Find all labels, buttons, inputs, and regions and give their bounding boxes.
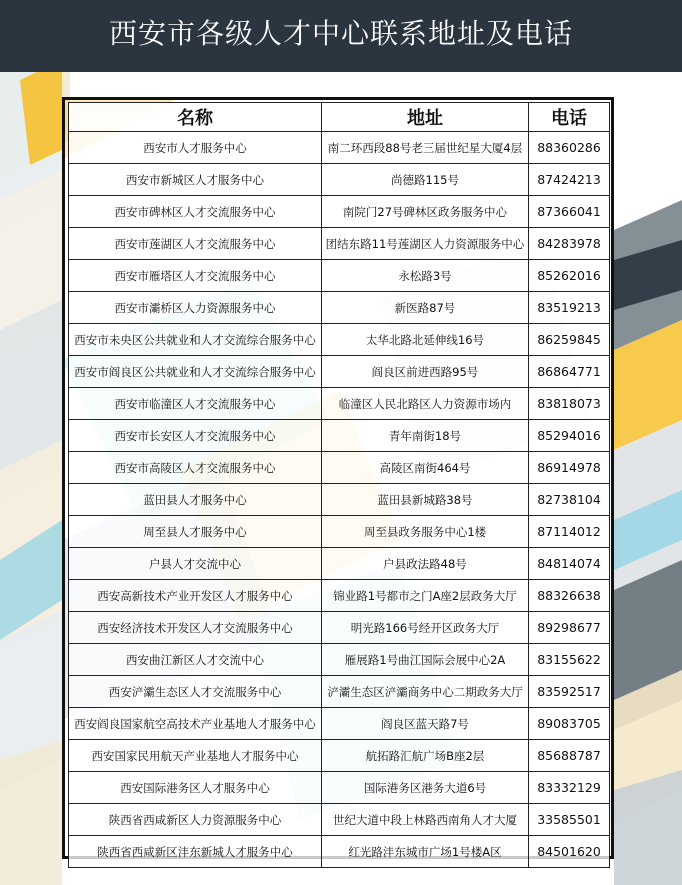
- center-phone: 87114012: [529, 516, 610, 548]
- center-name: 西安曲江新区人才交流中心: [69, 644, 322, 676]
- center-phone: 85688787: [529, 740, 610, 772]
- table-row: [69, 772, 610, 804]
- center-address: 锦业路1号都市之门A座2层政务大厅: [322, 580, 529, 612]
- table-row: [69, 708, 610, 740]
- table-row: [69, 356, 610, 388]
- center-name: 西安市碑林区人才交流服务中心: [69, 196, 322, 228]
- table-row: [69, 836, 610, 868]
- center-name: 西安浐灞生态区人才交流服务中心: [69, 676, 322, 708]
- column-header-address: 地址: [322, 103, 529, 132]
- table-body: [69, 132, 610, 868]
- page-title: 西安市各级人才中心联系地址及电话: [108, 17, 573, 50]
- center-name: 西安市雁塔区人才交流服务中心: [69, 260, 322, 292]
- table-row: [69, 580, 610, 612]
- center-address: 周至县政务服务中心1楼: [322, 516, 529, 548]
- center-name: 西安国际港务区人才服务中心: [69, 772, 322, 804]
- column-header-phone: 电话: [529, 103, 610, 132]
- center-phone: 33585501: [529, 804, 610, 836]
- center-phone: 86259845: [529, 324, 610, 356]
- center-address: 明光路166号经开区政务大厅: [322, 612, 529, 644]
- center-name: 周至县人才服务中心: [69, 516, 322, 548]
- center-address: 国际港务区港务大道6号: [322, 772, 529, 804]
- center-address: 红光路沣东城市广场1号楼A区: [322, 836, 529, 868]
- center-address: 新医路87号: [322, 292, 529, 324]
- center-name: 西安市莲湖区人才交流服务中心: [69, 228, 322, 260]
- table-row: [69, 516, 610, 548]
- center-address: 太华北路北延伸线16号: [322, 324, 529, 356]
- center-phone: 82738104: [529, 484, 610, 516]
- center-name: 西安市阎良区公共就业和人才交流综合服务中心: [69, 356, 322, 388]
- center-address: 雁展路1号曲江国际会展中心2A: [322, 644, 529, 676]
- table-row: [69, 292, 610, 324]
- table-row: [69, 740, 610, 772]
- table-row: [69, 676, 610, 708]
- center-address: 青年南街18号: [322, 420, 529, 452]
- table-row: [69, 132, 610, 164]
- table-row: [69, 644, 610, 676]
- center-address: 南院门27号碑林区政务服务中心: [322, 196, 529, 228]
- center-name: 西安市新城区人才服务中心: [69, 164, 322, 196]
- table-header-row: [69, 103, 610, 132]
- center-phone: 89083705: [529, 708, 610, 740]
- center-name: 西安市高陵区人才交流服务中心: [69, 452, 322, 484]
- table-row: [69, 420, 610, 452]
- center-name: 陕西省西咸新区人力资源服务中心: [69, 804, 322, 836]
- center-address: 尚德路115号: [322, 164, 529, 196]
- center-name: 西安经济技术开发区人才交流服务中心: [69, 612, 322, 644]
- center-address: 临潼区人民北路区人力资源市场内: [322, 388, 529, 420]
- center-phone: 84814074: [529, 548, 610, 580]
- center-name: 西安国家民用航天产业基地人才服务中心: [69, 740, 322, 772]
- center-phone: 83332129: [529, 772, 610, 804]
- center-name: 西安市灞桥区人力资源服务中心: [69, 292, 322, 324]
- center-phone: 87366041: [529, 196, 610, 228]
- center-address: 永松路3号: [322, 260, 529, 292]
- table-row: [69, 196, 610, 228]
- center-address: 蓝田县新城路38号: [322, 484, 529, 516]
- center-name: 蓝田县人才服务中心: [69, 484, 322, 516]
- table-row: [69, 804, 610, 836]
- center-name: 户县人才交流中心: [69, 548, 322, 580]
- center-phone: 89298677: [529, 612, 610, 644]
- table-row: [69, 260, 610, 292]
- center-address: 航拓路汇航广场B座2层: [322, 740, 529, 772]
- center-address: 团结东路11号莲湖区人力资源服务中心: [322, 228, 529, 260]
- column-header-name: 名称: [69, 103, 322, 132]
- center-phone: 85262016: [529, 260, 610, 292]
- contact-table-frame: [62, 97, 614, 859]
- contact-table: [68, 102, 610, 868]
- center-phone: 84501620: [529, 836, 610, 868]
- table-row: [69, 612, 610, 644]
- center-address: 世纪大道中段上林路西南角人才大厦: [322, 804, 529, 836]
- table-row: [69, 388, 610, 420]
- center-phone: 86864771: [529, 356, 610, 388]
- center-phone: 86914978: [529, 452, 610, 484]
- center-phone: 84283978: [529, 228, 610, 260]
- center-phone: 88360286: [529, 132, 610, 164]
- center-phone: 88326638: [529, 580, 610, 612]
- center-name: 西安市临潼区人才交流服务中心: [69, 388, 322, 420]
- center-phone: 83818073: [529, 388, 610, 420]
- center-name: 西安市长安区人才交流服务中心: [69, 420, 322, 452]
- center-address: 阎良区前进西路95号: [322, 356, 529, 388]
- table-row: [69, 452, 610, 484]
- center-name: 西安阎良国家航空高技术产业基地人才服务中心: [69, 708, 322, 740]
- table-row: [69, 324, 610, 356]
- center-phone: 83592517: [529, 676, 610, 708]
- center-address: 浐灞生态区浐灞商务中心二期政务大厅: [322, 676, 529, 708]
- table-row: [69, 548, 610, 580]
- table-row: [69, 164, 610, 196]
- center-phone: 85294016: [529, 420, 610, 452]
- center-phone: 87424213: [529, 164, 610, 196]
- center-phone: 83155622: [529, 644, 610, 676]
- table-row: [69, 228, 610, 260]
- center-address: 高陵区南街464号: [322, 452, 529, 484]
- center-address: 南二环西段88号老三届世纪星大厦4层: [322, 132, 529, 164]
- center-name: 西安市人才服务中心: [69, 132, 322, 164]
- center-name: 西安市未央区公共就业和人才交流综合服务中心: [69, 324, 322, 356]
- center-name: 西安高新技术产业开发区人才服务中心: [69, 580, 322, 612]
- center-address: 户县政法路48号: [322, 548, 529, 580]
- table-row: [69, 484, 610, 516]
- center-phone: 83519213: [529, 292, 610, 324]
- center-address: 阎良区蓝天路7号: [322, 708, 529, 740]
- center-name: 陕西省西咸新区沣东新城人才服务中心: [69, 836, 322, 868]
